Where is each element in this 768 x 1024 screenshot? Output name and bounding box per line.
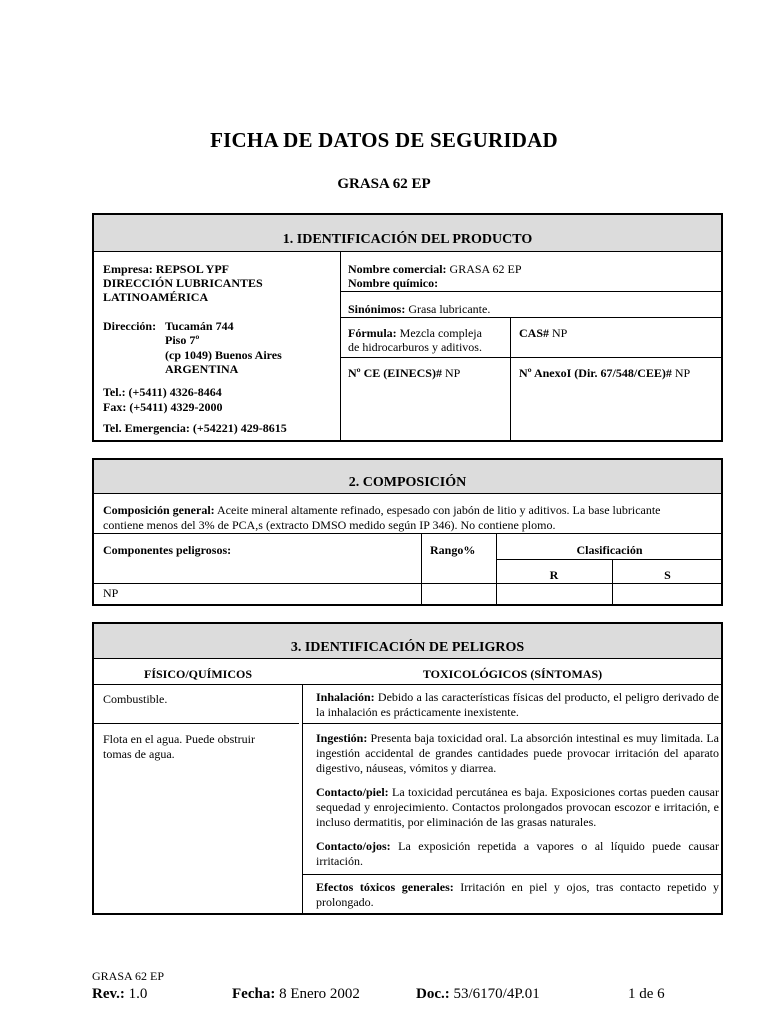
- formula: [348, 326, 482, 341]
- emergency-phone: Tel. Emergencia: (+54221) 429-8615: [103, 421, 287, 435]
- ce-number: [348, 366, 460, 381]
- ingestion-label: Ingestión:: [316, 731, 368, 745]
- formula-label: Fórmula:: [348, 326, 397, 340]
- section-1-heading: 1. IDENTIFICACIÓN DEL PRODUCTO: [94, 215, 721, 252]
- document-value: 53/6170/4P.01: [453, 986, 540, 1002]
- company-line-2: DIRECCIÓN LUBRICANTES: [103, 276, 263, 290]
- cas-number: [519, 326, 567, 341]
- annex-label: Nº AnexoI (Dir. 67/548/CEE)#: [519, 366, 672, 380]
- section-2-heading: 2. COMPOSICIÓN: [94, 460, 721, 494]
- revision-label: Rev.:: [92, 986, 125, 1002]
- components-row-value: NP: [103, 586, 119, 600]
- address-line-3: (cp 1049) Buenos Aires: [165, 348, 282, 362]
- general-effects-paragraph: [316, 880, 719, 910]
- annex-value: NP: [674, 366, 691, 380]
- trade-name-label: Nombre comercial:: [348, 262, 447, 276]
- address-label: Dirección:: [103, 319, 157, 333]
- address-line-4: ARGENTINA: [165, 362, 239, 376]
- section-1-box: [92, 213, 723, 442]
- company-line-1: Empresa: REPSOL YPF: [103, 262, 230, 276]
- eye-contact-paragraph: [316, 839, 719, 869]
- eye-contact-text: La exposición repetida a vapores o al líquido puede causar irritación.: [316, 839, 719, 868]
- general-effects-label: Efectos tóxicos generales:: [316, 880, 454, 894]
- inhalation-label: Inhalación:: [316, 690, 375, 704]
- ingestion-text: Presenta baja toxicidad oral. La absorción intestinal es muy limitada. La ingestión accidental de grandes cantidades puede provocar irritación del aparato digestivo, náuseas, vómitos y diarrea.: [316, 731, 720, 775]
- s-label: S: [664, 568, 671, 582]
- ce-label: Nº CE (EINECS)#: [348, 366, 442, 380]
- footer-date: [232, 986, 360, 1003]
- physical-hazard-2-line-2: tomas de agua.: [103, 747, 175, 761]
- inhalation-text: Debido a las características físicas del producto, el peligro derivado de la inhalación es prácticamente inexistente.: [316, 690, 720, 719]
- chemical-name-label: Nombre químico:: [348, 276, 439, 290]
- components-label: Componentes peligrosos:: [103, 543, 232, 557]
- page-number: 1 de 6: [628, 986, 665, 1002]
- physical-chemical-header: FÍSICO/QUÍMICOS: [143, 667, 253, 681]
- range-label: Rango%: [430, 543, 476, 557]
- general-composition-text-1: Aceite mineral altamente refinado, espesado con jabón de litio y aditivos. La base lubricante: [217, 503, 661, 517]
- ingestion-paragraph: [316, 731, 719, 776]
- date-value: 8 Enero 2002: [279, 986, 360, 1002]
- skin-contact-text: La toxicidad percutánea es baja. Exposiciones cortas pueden causar sequedad y enrojecimiento. Contactos prolongados provocan escozor e irritación, e incluso dermatitis, por eliminación de las grasas naturales.: [316, 785, 720, 829]
- section-3-heading: 3. IDENTIFICACIÓN DE PELIGROS: [94, 624, 721, 659]
- date-label: Fecha:: [232, 986, 276, 1002]
- synonyms: [348, 302, 490, 317]
- document-title: FICHA DE DATOS DE SEGURIDAD: [210, 128, 558, 152]
- classification-label: Clasificación: [576, 543, 643, 557]
- general-composition-label: Composición general:: [103, 503, 215, 517]
- toxicological-header: TOXICOLÓGICOS (SÍNTOMAS): [422, 667, 603, 681]
- document-label: Doc.:: [416, 986, 450, 1002]
- footer-product: GRASA 62 EP: [92, 969, 165, 983]
- synonyms-label: Sinónimos:: [348, 302, 406, 316]
- inhalation-paragraph: [316, 690, 719, 720]
- formula-value-2: de hidrocarburos y aditivos.: [348, 340, 482, 354]
- telephone: Tel.: (+5411) 4326-8464: [103, 385, 222, 399]
- general-effects-text: Irritación en piel y ojos, tras contacto repetido y prolongado.: [316, 880, 719, 909]
- trade-name: [348, 262, 522, 277]
- ce-value: NP: [444, 366, 461, 380]
- footer-revision: [92, 986, 147, 1003]
- address-line-2: Piso 7º: [165, 333, 200, 347]
- company-line-3: LATINOAMÉRICA: [103, 290, 209, 304]
- synonyms-value: Grasa lubricante.: [408, 302, 491, 316]
- section-2-box: [92, 458, 723, 606]
- general-composition-text-2: contiene menos del 3% de PCA,s (extracto DMSO medido según IP 346). No contiene plomo.: [103, 518, 556, 532]
- cas-label: CAS#: [519, 326, 550, 340]
- skin-contact-paragraph: [316, 785, 719, 830]
- formula-value-1: Mezcla compleja: [399, 326, 482, 340]
- skin-contact-label: Contacto/piel:: [316, 785, 389, 799]
- physical-hazard-1: Combustible.: [103, 692, 168, 706]
- cas-value: NP: [552, 326, 568, 340]
- fax: Fax: (+5411) 4329-2000: [103, 400, 223, 414]
- annex-number: [519, 366, 690, 381]
- r-label: R: [549, 568, 559, 582]
- revision-value: 1.0: [128, 986, 148, 1002]
- general-composition-line-1: [103, 503, 661, 518]
- physical-hazard-2-line-1: Flota en el agua. Puede obstruir: [103, 732, 255, 746]
- eye-contact-label: Contacto/ojos:: [316, 839, 391, 853]
- address-line-1: Tucamán 744: [165, 319, 234, 333]
- trade-name-value: GRASA 62 EP: [449, 262, 522, 276]
- product-subtitle: GRASA 62 EP: [337, 176, 431, 192]
- footer-document: [416, 986, 540, 1003]
- section-3-box: [92, 622, 723, 915]
